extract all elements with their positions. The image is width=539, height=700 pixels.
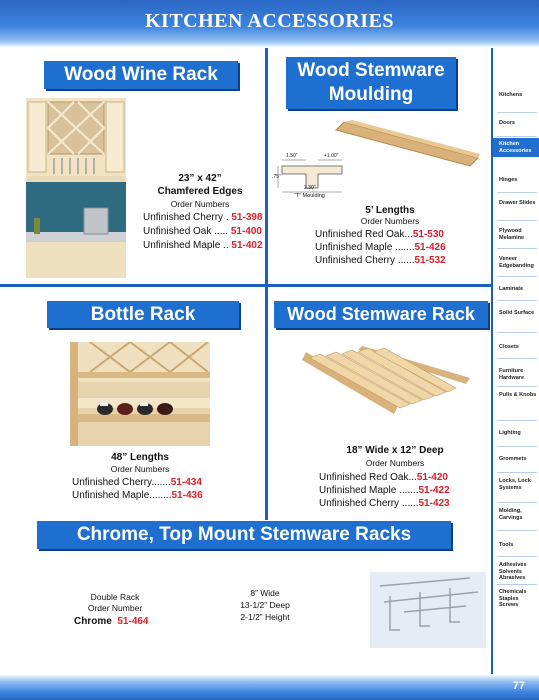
sidebar-item-chemicals[interactable]: Chemicals Staples Screws [499, 589, 527, 608]
order-number: 51-436 [171, 490, 203, 501]
sidebar-divider-line [497, 192, 537, 193]
sidebar-item-locks[interactable]: Locks, Lock Systems [499, 478, 531, 491]
order-number: 51-420 [416, 472, 448, 483]
sidebar-divider-line [497, 248, 537, 249]
sidebar-item-doors[interactable]: Doors [499, 120, 515, 126]
t-moulding-diagram [272, 150, 352, 202]
wine-rack-order-row: Unfinished Cherry . 51-398 [143, 212, 263, 223]
moulding-order-label: Order Numbers [360, 216, 420, 226]
sidebar-item-laminate[interactable]: Laminate [499, 286, 524, 292]
chrome-rack-dim: 8” Wide [250, 588, 280, 598]
wine-rack-photo [26, 98, 126, 278]
moulding-order-row: Unfinished Red Oak...51-530 [315, 229, 444, 240]
sidebar-item-closets[interactable]: Closets [499, 344, 519, 350]
wine-rack-order-row: Unfinished Maple .. 51-402 [143, 240, 263, 251]
moulding-order-row: Unfinished Cherry ......51-532 [315, 255, 446, 266]
stemware-rack-order-row: Unfinished Red Oak...51-420 [319, 472, 448, 483]
sidebar-item-hinges[interactable]: Hinges [499, 177, 518, 183]
sidebar-divider-line [497, 276, 537, 277]
section-title-wood-stemware-rack: Wood Stemware Rack [274, 301, 488, 328]
chrome-rack-order-row: Chrome 51-464 [74, 616, 149, 627]
section-title-chrome-racks: Chrome, Top Mount Stemware Racks [37, 521, 451, 549]
order-number: 51-400 [230, 226, 262, 237]
moulding-lengths: 5’ Lengths [365, 205, 415, 216]
sidebar-item-kitchen-accessories[interactable]: Kitchen Accessories [493, 138, 539, 157]
sidebar-item-solid-surface[interactable]: Solid Surface [499, 310, 535, 316]
diagram-label: .75” [272, 174, 281, 180]
wine-rack-size: 23” x 42” [178, 173, 222, 184]
moulding-photo [332, 118, 482, 168]
order-number: 51-426 [414, 242, 446, 253]
sidebar-item-furniture-hardware[interactable]: Furniture Hardware [499, 368, 525, 381]
horizontal-divider-top [0, 284, 493, 287]
chrome-rack-dim: 13-1/2” Deep [240, 600, 290, 610]
sidebar-item-pulls-knobs[interactable]: Pulls & Knobs [499, 392, 537, 398]
order-number: 51-532 [414, 255, 446, 266]
order-number: 51-530 [412, 229, 444, 240]
wine-rack-edges: Chamfered Edges [157, 186, 243, 197]
chrome-rack-order-label: Order Number [87, 603, 143, 613]
sidebar-item-tools[interactable]: Tools [499, 542, 514, 548]
order-number: 51-398 [231, 212, 263, 223]
order-number: 51-422 [418, 485, 450, 496]
sidebar-item-kitchens[interactable]: Kitchens [499, 92, 523, 98]
moulding-order-row: Unfinished Maple .......51-426 [315, 242, 446, 253]
sidebar-divider-line [497, 332, 537, 333]
sidebar [493, 48, 539, 648]
diagram-label: +1.00” [324, 153, 339, 159]
section-title-wood-stemware-moulding: Wood Stemware Moulding [286, 57, 456, 109]
sidebar-item-molding-carvings[interactable]: Molding, Carvings [499, 508, 523, 521]
page-number: 77 [512, 680, 525, 692]
sidebar-divider-line [497, 112, 537, 113]
sidebar-item-grommets[interactable]: Grommets [499, 456, 527, 462]
section-title-wood-wine-rack: Wood Wine Rack [44, 61, 238, 89]
sidebar-divider-line [497, 136, 537, 137]
diagram-label: 2.30” [304, 185, 316, 191]
sidebar-divider-line [497, 420, 537, 421]
stemware-rack-order-row: Unfinished Maple .......51-422 [319, 485, 450, 496]
sidebar-divider-line [497, 300, 537, 301]
sidebar-item-plywood-melamine[interactable]: Plywood Melamine [499, 228, 525, 241]
order-number: 51-402 [231, 240, 263, 251]
sidebar-divider-line [497, 584, 537, 585]
sidebar-divider-line [497, 502, 537, 503]
chrome-rack-photo [370, 572, 486, 648]
order-number: 51-434 [170, 477, 202, 488]
footer-band [0, 674, 539, 700]
diagram-caption: “T” Moulding [294, 193, 325, 199]
sidebar-item-veneer-edgebanding[interactable]: Veneer Edgebanding [499, 256, 534, 269]
bottle-rack-order-label: Order Numbers [110, 464, 170, 474]
bottle-rack-order-row: Unfinished Cherry.......51-434 [72, 477, 202, 488]
stemware-rack-order-row: Unfinished Cherry ......51-423 [319, 498, 450, 509]
page-title: KITCHEN ACCESSORIES [144, 10, 395, 32]
stemware-rack-order-label: Order Numbers [365, 458, 425, 468]
section-title-bottle-rack: Bottle Rack [47, 301, 239, 328]
sidebar-divider-line [497, 446, 537, 447]
stemware-rack-size: 18” Wide x 12” Deep [346, 445, 444, 456]
order-number: 51-423 [418, 498, 450, 509]
chrome-rack-type: Double Rack [90, 592, 140, 602]
wine-rack-order-row: Unfinished Oak ..... 51-400 [143, 226, 262, 237]
sidebar-item-drawer-slides[interactable]: Drawer Slides [499, 200, 536, 206]
chrome-rack-dim: 2-1/2” Height [240, 612, 290, 622]
wine-rack-order-label: Order Numbers [170, 199, 230, 209]
sidebar-divider-line [497, 220, 537, 221]
sidebar-divider-line [497, 358, 537, 359]
stemware-rack-photo [298, 346, 474, 418]
sidebar-divider-line [497, 386, 537, 387]
bottle-rack-order-row: Unfinished Maple........51-436 [72, 490, 203, 501]
bottle-rack-lengths: 48” Lengths [111, 452, 169, 463]
sidebar-divider-line [497, 556, 537, 557]
sidebar-divider-line [497, 530, 537, 531]
sidebar-item-lighting[interactable]: Lighting [499, 430, 521, 436]
order-number: 51-464 [117, 616, 149, 627]
bottle-rack-photo [70, 342, 210, 446]
sidebar-item-adhesives[interactable]: Adhesives Solvents Abrasives [499, 562, 527, 581]
sidebar-divider-line [497, 472, 537, 473]
diagram-label: 1.50” [286, 153, 298, 159]
